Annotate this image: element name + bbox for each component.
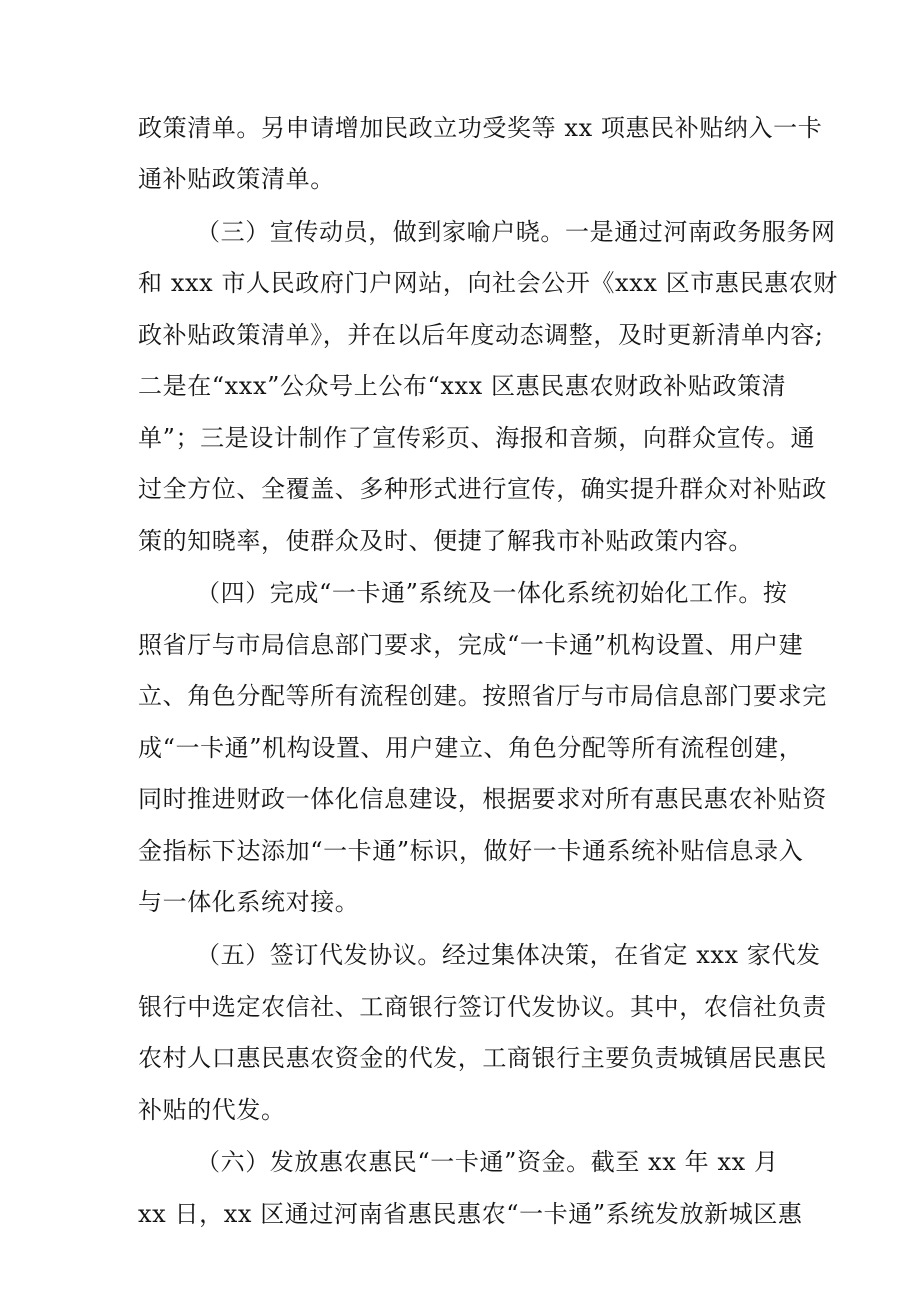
text-line: 银行中选定农信社、工商银行签订代发协议。其中，农信社负责 bbox=[138, 993, 827, 1021]
paragraph-heading-5: （五）签订代发协议。经过集体决策，在省定 xxx 家代发 bbox=[196, 941, 821, 969]
text-line: 补贴的代发。 bbox=[138, 1096, 286, 1124]
text-line: 与一体化系统对接。 bbox=[138, 888, 360, 916]
text-line: 二是在“xxx”公众号上公布“xxx 区惠民惠农财政补贴政策清 bbox=[138, 372, 787, 400]
text-line: 单”；三是设计制作了宣传彩页、海报和音频，向群众宣传。通 bbox=[138, 424, 816, 452]
text-line: 金指标下达添加“一卡通”标识，做好一卡通系统补贴信息录入 bbox=[138, 837, 804, 865]
text-line: 通补贴政策清单。 bbox=[138, 165, 335, 193]
text-line: 政补贴政策清单》，并在以后年度动态调整，及时更新清单内容; bbox=[138, 321, 824, 349]
text-line: 过全方位、全覆盖、多种形式进行宣传，确实提升群众对补贴政 bbox=[138, 475, 827, 503]
text-line: xx 日，xx 区通过河南省惠民惠农“一卡通”系统发放新城区惠 bbox=[138, 1200, 803, 1228]
text-line: 农村人口惠民惠农资金的代发，工商银行主要负责城镇居民惠民 bbox=[138, 1044, 827, 1072]
paragraph-heading-4: （四）完成“一卡通”系统及一体化系统初始化工作。按 bbox=[196, 579, 788, 607]
text-line: 政策清单。另申请增加民政立功受奖等 xx 项惠民补贴纳入一卡 bbox=[138, 114, 823, 142]
text-line: 同时推进财政一体化信息建设，根据要求对所有惠民惠农补贴资 bbox=[138, 785, 827, 813]
text-line: 成“一卡通”机构设置、用户建立、角色分配等所有流程创建， bbox=[138, 734, 804, 762]
paragraph-heading-6: （六）发放惠农惠民“一卡通”资金。截至 xx 年 xx 月 bbox=[196, 1148, 779, 1176]
paragraph-heading-3: （三）宣传动员，做到家喻户晓。一是通过河南政务服务网 bbox=[196, 218, 836, 246]
text-line: 照省厅与市局信息部门要求，完成“一卡通”机构设置、用户建 bbox=[138, 631, 804, 659]
text-line: 策的知晓率，使群众及时、便捷了解我市补贴政策内容。 bbox=[138, 527, 753, 555]
text-line: 立、角色分配等所有流程创建。按照省厅与市局信息部门要求完 bbox=[138, 682, 827, 710]
text-line: 和 xxx 市人民政府门户网站，向社会公开《xxx 区市惠民惠农财 bbox=[138, 269, 838, 297]
